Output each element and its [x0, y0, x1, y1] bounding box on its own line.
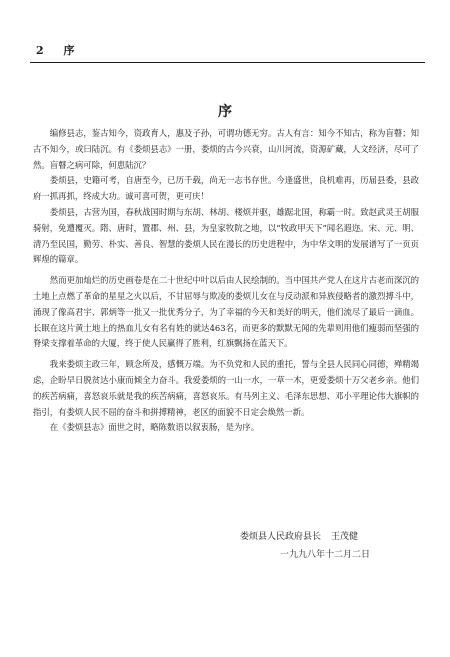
signature-line [240, 527, 358, 547]
date-line: 一九九八年十二月二日 [280, 550, 371, 560]
page-title: 序 [218, 104, 232, 120]
paragraph: 娄烦县，史籍可考，自唐至今，已历千载，尚无一志书存世。今逢盛世，良机难再，历届县委，县政府一抓再抓，终成大功。诚可喜可贺，更可庆！ [33, 175, 419, 202]
paragraph: 我来娄烦主政三年，顾念所及，感慨万端。为不负党和人民的重托，誓与全县人民同心同德，殚精竭虑，企盼早日脱贫达小康而倾全力奋斗。我爱娄烦的一山一水，一草一木，更爱娄烦十万父老乡亲。他们的疾苦病痛，喜怒哀乐就是我的疾苦病痛，喜怒哀乐。有马列主义、毛泽东思想、邓小平理论伟大旗帜的指引，有娄烦人民不屈的奋斗和拼搏精神，老区的面貌不日定会焕然一新。 [33, 359, 419, 417]
section-label: 序 [63, 44, 76, 57]
paragraph: 在《娄烦县志》面世之时，略陈数语以叙衷肠，是为序。 [49, 422, 260, 433]
signatory-title: 娄烦县人民政府县长 [240, 532, 322, 542]
signatory-name: 王茂健 [331, 532, 359, 542]
running-header [36, 42, 76, 58]
paragraph: 编修县志，鉴古知今，资政育人，惠及子孙，可谓功德无穷。古人有言：知今不知古，称为盲瞽；知古不知今，或曰陆沉。有《娄烦县志》一册，娄烦的古今兴衰，山川河流，资源矿藏，人文经济，尽可了然。盲瞽之病可除，何患陆沉？ [33, 128, 419, 170]
page-number: 2 [36, 44, 45, 57]
paragraph: 然而更加灿烂的历史画卷是在二十世纪中叶以后由人民绘制的。当中国共产党人在这片古老而深沉的土地上点燃了革命的星星之火以后，不甘屈辱与欺凌的娄烦儿女在与反动派和异族侵略者的激烈搏斗中，涌现了像高君宇、郭炳等一批又一批优秀分子，为了幸福的今天和美好的明天，他们流尽了最后一滴血。长眠在这片黄土地上的热血儿女有名有姓的就达463名，而更多的默默无闻的先辈则用他们瘦弱而坚强的脊梁支撑着革命的大厦，终于使人民赢得了胜利，红旗飘扬在蓝天下。 [33, 275, 419, 349]
header-divider [30, 62, 425, 63]
paragraph: 娄烦县，古营为国，春秋战国时期与东胡、林胡、楼烦并驱，雄踞北国，称霸一时。致赵武灵王胡服骑射，免遭覆灭。隋、唐时，置郡、州、县，为皇家牧院之地，以“牧政甲天下”闻名遐迩。宋、元、明、清乃至民国，勤劳、朴实、善良、智慧的娄烦人民在漫长的历史进程中，为中华文明的发展谱写了一页页辉煌的篇章。 [33, 206, 419, 265]
preface-body [33, 126, 419, 436]
